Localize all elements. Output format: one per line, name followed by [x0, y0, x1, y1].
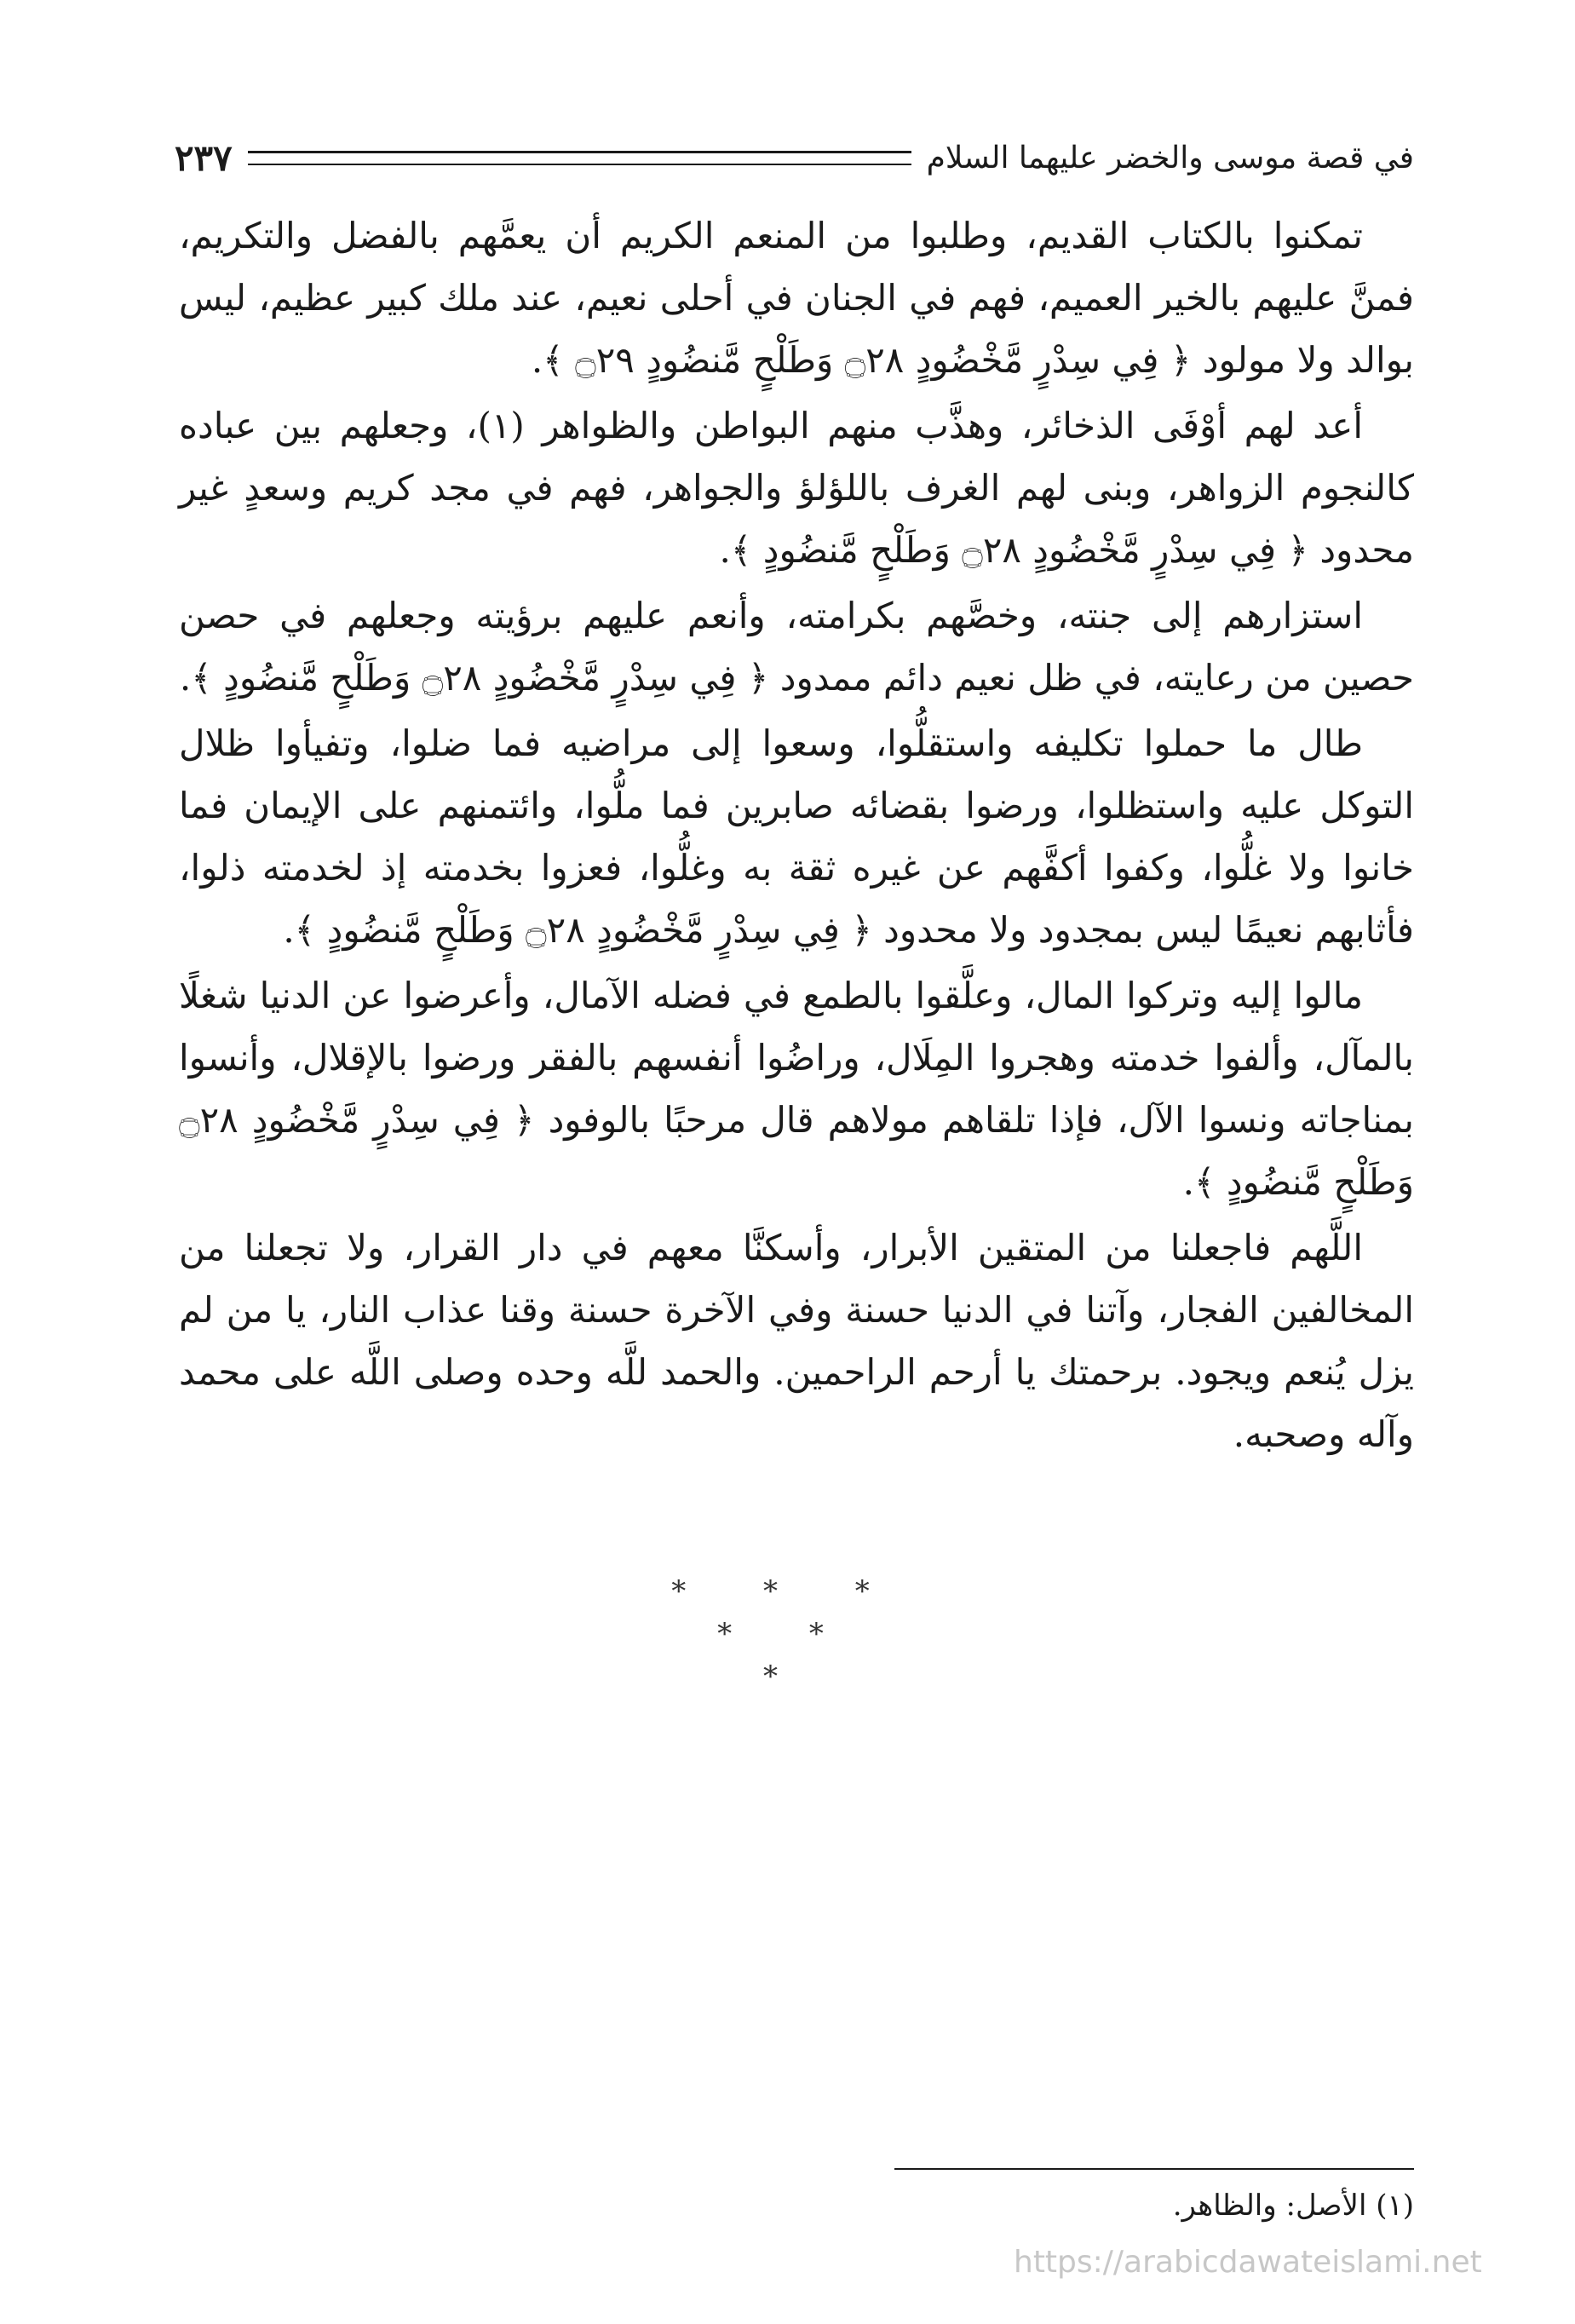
watermark-url: https://arabicdawateislami.net [1014, 2245, 1482, 2280]
paragraph: مالوا إليه وتركوا المال، وعلَّقوا بالطمع في فضله الآمال، وأعرضوا عن الدنيا شغلًا بالمآل، وألفوا خدمته وهجروا المِلَال، وراضُوا أنفسهم بالفقر ورضوا بالإقلال، وأنسوا بمناجاته ونسوا الآل، فإذا تلقاهم مولاهم قال مرحبًا بالوفود ﴿ فِي سِدْرٍ مَّخْضُودٍ ۝٢٨ وَطَلْحٍ مَّنضُودٍ ﴾. [179, 975, 1414, 1203]
paragraph: تمكنوا بالكتاب القديم، وطلبوا من المنعم الكريم أن يعمَّهم بالفضل والتكريم، فمنَّ عليهم بالخير العميم، فهم في الجنان في أحلى نعيم، عند ملك كبير عظيم، ليس بوالد ولا مولود ﴿ فِي سِدْرٍ مَّخْضُودٍ ۝٢٨ وَطَلْحٍ مَّنضُودٍ ۝٢٩ ﴾. [179, 215, 1414, 381]
paragraph: استزارهم إلى جنته، وخصَّهم بكرامته، وأنعم عليهم برؤيته وجعلهم في حصن حصين من رعايته، في ظل نعيم دائم ممدود ﴿ فِي سِدْرٍ مَّخْضُودٍ ۝٢٨ وَطَلْحٍ مَّنضُودٍ ﴾. [179, 595, 1414, 699]
asterism-row: * [763, 1660, 812, 1694]
footnote-rule [894, 2168, 1414, 2170]
page-number: ٢٣٧ [175, 136, 233, 179]
asterism-row: * * * [671, 1574, 904, 1608]
header-title: في قصة موسى والخضر عليهما السلام [926, 140, 1414, 175]
asterism-row: * * [717, 1617, 858, 1651]
paragraph: طال ما حملوا تكليفه واستقلُّوا، وسعوا إلى مراضيه فما ضلوا، وتفيأوا ظلال التوكل عليه واستظلوا، ورضوا بقضائه صابرين فما ملُّوا، وائتمنهم على الإيمان فما خانوا ولا غلُّوا، وكفوا أكفَّهم عن غيره ثقة به وغلُّوا، فعزوا بخدمته إذ لخدمته ذلوا، فأثابهم نعيمًا ليس بمجدود ولا محدود ﴿ فِي سِدْرٍ مَّخْضُودٍ ۝٢٨ وَطَلْحٍ مَّنضُودٍ ﴾. [179, 722, 1414, 951]
paragraph: اللَّهم فاجعلنا من المتقين الأبرار، وأسكنَّا معهم في دار القرار، ولا تجعلنا من المخالفين الفجار، وآتنا في الدنيا حسنة وفي الآخرة حسنة وقنا عذاب النار، يا من لم يزل يُنعم ويجود. برحمتك يا أرحم الراحمين. والحمد للَّه وحده وصلى اللَّه على محمد وآله وصحبه. [179, 1227, 1414, 1455]
main-text [179, 204, 1414, 1469]
header-rule [248, 151, 911, 165]
footnote: (١) الأصل: والظاهر. [1172, 2189, 1414, 2223]
running-header [175, 132, 1414, 183]
paragraph: أعد لهم أوْفَى الذخائر، وهذَّب منهم البواطن والظواهر (١)، وجعلهم بين عباده كالنجوم الزواهر، وبنى لهم الغرف باللؤلؤ والجواهر، فهم في مجد كريم وسعدٍ غير محدود ﴿ فِي سِدْرٍ مَّخْضُودٍ ۝٢٨ وَطَلْحٍ مَّنضُودٍ ﴾. [179, 405, 1414, 571]
asterism-separator [0, 1563, 1575, 1705]
